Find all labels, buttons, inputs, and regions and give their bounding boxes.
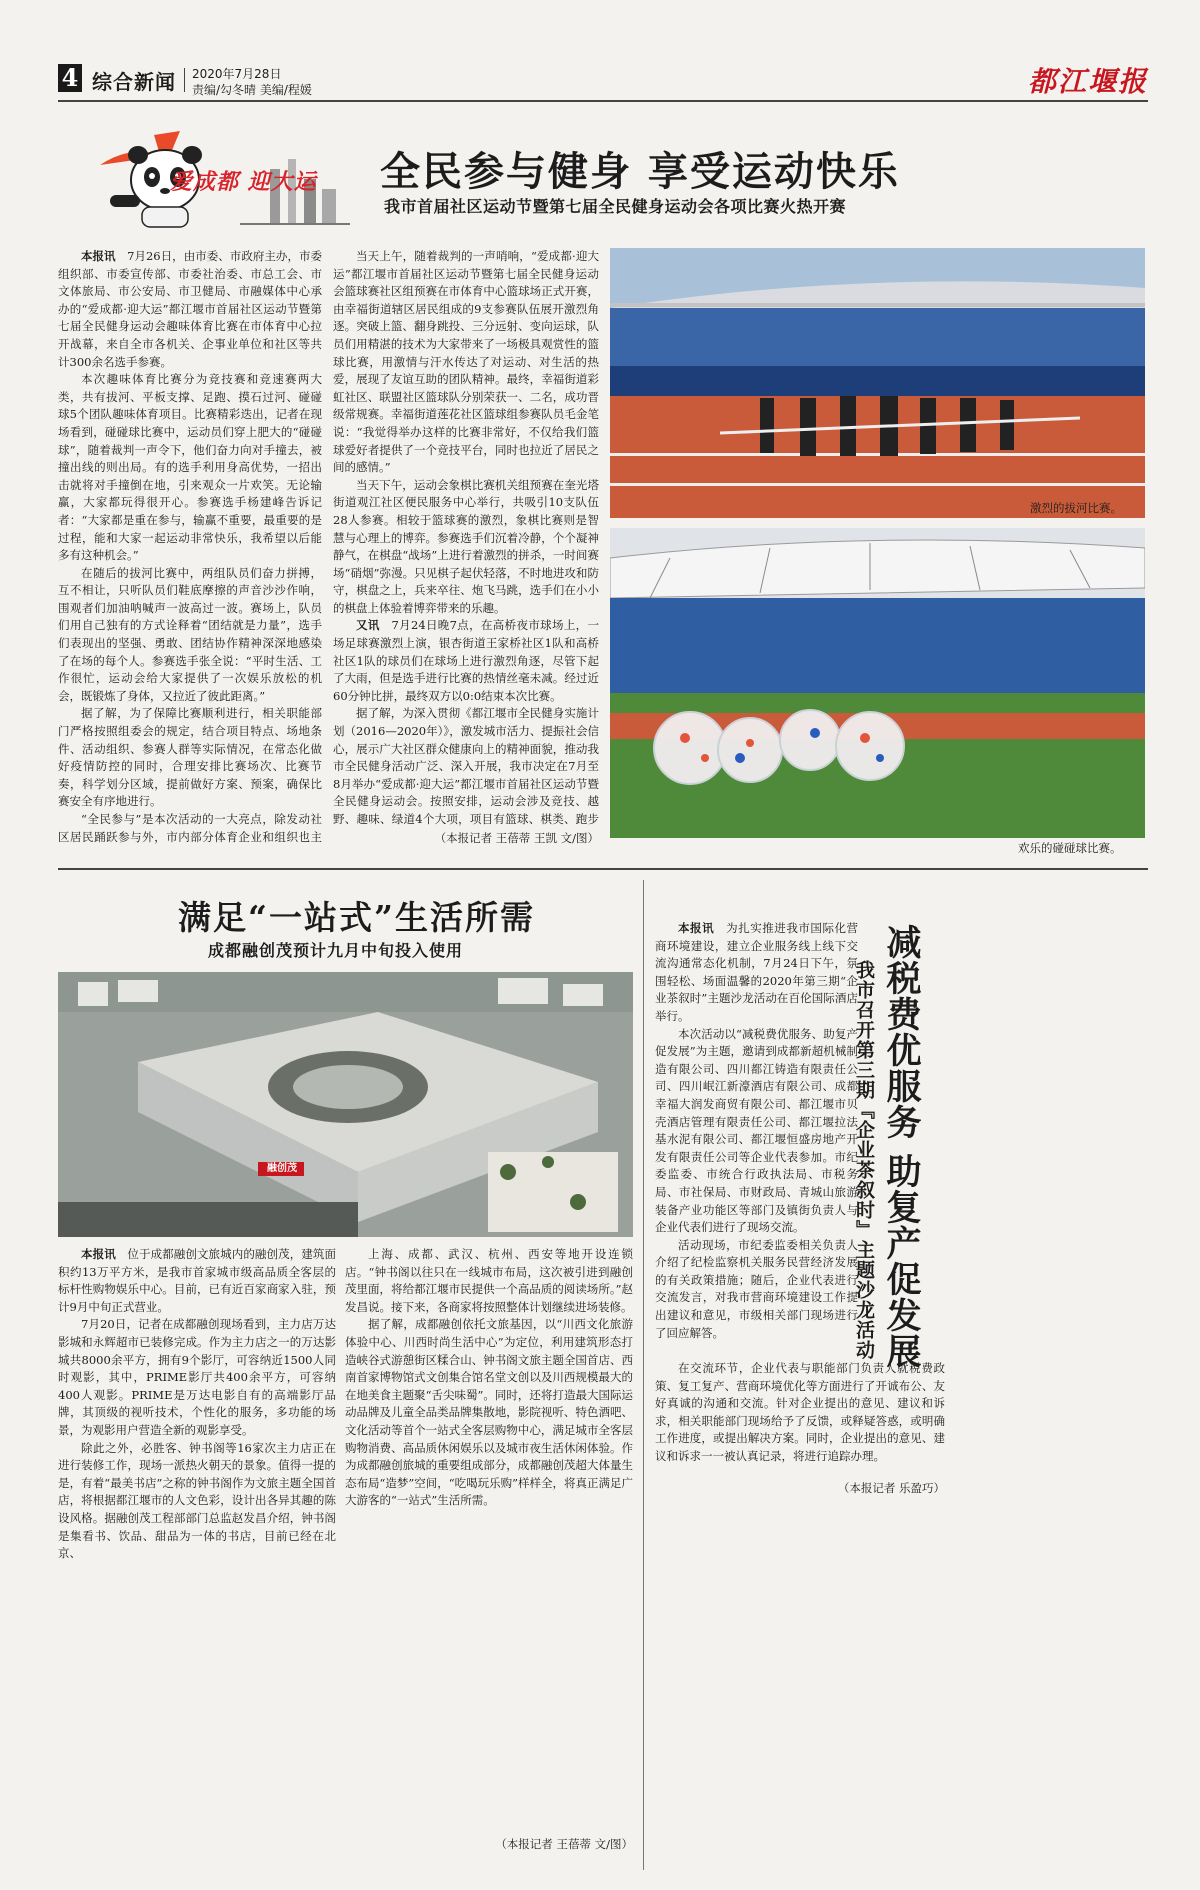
article3-subtitle: 我市召开第三期『企业茶叙时』主题沙龙活动 (853, 960, 875, 1360)
section-divider (58, 868, 1148, 870)
paragraph (345, 1246, 633, 1316)
paragraph (333, 248, 599, 477)
dateline: 本报讯 (81, 1247, 128, 1261)
paragraph-text: 为扎实推进我市国际化营商环境建设，建立企业服务线上线下交流沟通常态化机制，7月24日下午，氛围轻松、场面温馨的2020年第三期“企业茶叙时”主题沙龙活动在百伦国际酒店举行。 (655, 921, 858, 1023)
paragraph-text: 在交流环节，企业代表与职能部门负责人就税费政策、复工复产、营商环境优化等方面进行了开诚布公、友好真诚的沟通和交流。针对企业提出的意见、建议和诉求，相关职能部门现场给予了反馈，或释疑答惑，或明确工作进度，或提出解决方案。同时，企业提出的意见、建议和诉求一一被认真记录，将进行追踪办理。 (655, 1361, 945, 1463)
paragraph-text: “全民参与”是本次活动的一大亮点，除发动社区居民踊跃参与外，市内部分体育企业和组织也主 (58, 812, 322, 844)
tug-of-war-photo (610, 248, 1145, 518)
dateline: 本报讯 (678, 921, 727, 935)
bumper-ball-photo (610, 528, 1145, 838)
article2-subtitle: 成都融创茂预计九月中旬投入使用 (208, 941, 464, 960)
header-divider (184, 68, 185, 92)
article3-upper-column (655, 920, 858, 1356)
paragraph-text: 除此之外，必胜客、钟书阁等16家次主力店正在进行装修工作，现场一派热火朝天的景象。值得一提的是，有着“最美书店”之称的钟书阁作为文旅主题全国首店，将根据都江堰市的人文色彩，设计出各异其趣的陈设风格。据融创茂工程部部门总监赵发昌介绍，钟书阁是集看书、饮品、甜品为一体的书店，目前已经在北京、 (58, 1440, 336, 1561)
article1-subtitle: 我市首届社区运动节暨第七届全民健身运动会各项比赛火热开赛 (384, 197, 847, 216)
article3-lower-column (655, 1360, 945, 1470)
paragraph-text: 本次活动以“减税费优服务、助复产促发展”为主题，邀请到成都新超机械制造有限公司、四川都江铸造有限责任公司、四川岷江新濠酒店有限公司、成都幸福大润发商贸有限公司、都江堰市贝壳酒店管理有限责任公司、都江堰拉法基水泥有限公司、都江堰恒盛房地产开发有限责任公司等企业代表参加。市纪委监委、市统合行政执法局、市税务局、市社保局、市财政局、青城山旅游装备产业功能区等部门及镇街负责人与企业代表们进行了现场交流。 (655, 1026, 858, 1235)
paragraph-text: 7月20日，记者在成都融创现场看到，主力店万达影城和永辉超市已装修完成。作为主力店之一的万达影城共8000余平方，拥有9个影厅，可容纳近1500人同时观影，其中，PRIME影厅共400余平方，可容纳400人观影。PRIME是万达电影自有的高端影厅品牌，其顶级的视听技术，个性化的服务，多功能的场景，为观影用户营造全新的观影享受。 (58, 1317, 336, 1437)
mascot-banner (60, 125, 360, 235)
paragraph (58, 1316, 336, 1439)
paragraph (58, 1246, 336, 1316)
paragraph-text: 当天下午，运动会象棋比赛机关组预赛在奎光塔街道观江社区便民服务中心举行，共吸引10支队伍28人参赛。相较于篮球赛的激烈，象棋比赛则是智慧与心理上的博弈。参赛选手们沉着冷静，个个凝神静气，在棋盘“战场”上进行着激烈的拼杀，一时间赛场“硝烟”弥漫。只见棋子起伏轻落，不时地进攻和防守，棋盘之上，兵来卒往、炮飞马跳，选手们在小小的棋盘上体验着博弈带来的乐趣。 (333, 477, 599, 615)
paragraph (333, 617, 599, 705)
paragraph (58, 248, 322, 371)
paragraph (333, 477, 599, 618)
article1-byline: （本报记者 王蓓蒂 王凯 文/图） (434, 831, 599, 845)
photo2-caption: 欢乐的碰碰球比赛。 (1018, 841, 1122, 855)
article1-column-1 (58, 248, 322, 848)
article1-column-2 (333, 248, 599, 828)
article2-column-1 (58, 1246, 336, 1866)
paragraph (655, 1237, 858, 1343)
issue-date: 2020年7月28日 (192, 67, 282, 81)
photo1-caption: 激烈的拔河比赛。 (1030, 501, 1122, 515)
column-divider (643, 880, 644, 1870)
paragraph-text: 据了解，成都融创依托文旅基因，以“川西文化旅游体验中心、川西时尚生活中心”为定位，利用建筑形态打造峡谷式游憩街区糅合山、钟书阁文旅主题全国首店、西南首家博物馆式文创集合馆名堂文创以及川西规模最大的在地美食主题聚“舌尖味蜀”。同时，还将打造最大国际运动品牌及儿童全品类品牌集散地，影院视听、特色酒吧、文化活动等首个一站式全客层购物中心，满足城市全客层购物消费、高品质休闲娱乐以及城市夜生活休闲体验。作为成都融创旅城的重要组成部分，成都融创茂超大体量生态布局“造梦”空间，“吃喝玩乐购”样样全，将真正满足广大游客的“一站式”生活所需。 (345, 1317, 633, 1508)
dateline: 本报讯 (81, 249, 128, 263)
page-header (58, 64, 1148, 98)
paragraph-text: 活动现场，市纪委监委相关负责人介绍了纪检监察机关服务民营经济发展的有关政策措施；随后，企业代表进行交流发言，对我市营商环境建设工作提出建议和意见，市级相关部门现场进行了回应解答。 (655, 1237, 858, 1340)
paragraph-text: 上海、成都、武汉、杭州、西安等地开设连锁店。“钟书阁以往只在一线城市布局，这次被引进到融创茂里面，将给都江堰市民提供一个高品质的阅读场所。”赵发昌说。接下来，各商家将按照整体计划继续进场装修。 (345, 1247, 633, 1314)
article2-byline: （本报记者 王蓓蒂 文/图） (495, 1837, 633, 1851)
paragraph (58, 811, 322, 848)
paragraph-text: 在随后的拔河比赛中，两组队员们奋力拼搏，互不相让，只听队员们鞋底摩擦的声音沙沙作响，围观者们加油呐喊声一波高过一波。赛场上，队员们用自己独有的方式诠释着“团结就是力量”，选手们表现出的坚强、勇敢、团结协作精神深深地感染了在场的每个人。参赛选手张全说：“平时生活、工作很忙，运动会给大家提供了一次娱乐放松的机会，既锻炼了身体，又拉近了彼此距离。” (58, 565, 322, 703)
paragraph-text: 7月24日晚7点，在高桥夜市球场上，一场足球赛激烈上演，银杏街道王家桥社区1队和高桥社区1队的球员们在球场上进行激烈角逐，尽管下起了大雨，但是选手进行比赛的热情丝毫未减。经过近60分钟比拼，最终双方以0:0结束本次比赛。 (333, 618, 599, 703)
paragraph (58, 1440, 336, 1563)
article2-title: 满足“一站式”生活所需 (178, 898, 535, 937)
mall-aerial-photo (58, 972, 633, 1237)
paragraph-text: 据了解，为深入贯彻《都江堰市全民健身实施计划（2016—2020年）》，激发城市活力、提振社会信心，展示广大社区群众健康向上的精神面貌，推动我市全民健身活动广泛、深入开展，我市决定在7月至8月举办“爱成都·迎大运”都江堰市首届社区运动节暨全民健身运动会。按照安排，运动会涉及竞技、越野、趣味、绿道4个大项，项目有篮球、棋类、跑步 (333, 706, 599, 826)
article3-title: 减税费优服务 助复产促发展 (881, 924, 922, 1370)
paragraph (58, 371, 322, 565)
masthead-logo: 都江堰报 (1027, 65, 1148, 98)
paragraph (345, 1316, 633, 1510)
article1-title: 全民参与健身 享受运动快乐 (380, 149, 900, 195)
paragraph (655, 920, 858, 1026)
paragraph-text: 位于成都融创文旅城内的融创茂，建筑面积约13万平方米，是我市首家城市级高品质全客层的标杆性购物娱乐中心。目前，已有近百家商家入驻，预计9月中旬正式营业。 (58, 1247, 336, 1314)
mall-sign-text: 融创茂 (267, 1163, 297, 1174)
paragraph-text: 7月26日，由市委、市政府主办，市委组织部、市委宣传部、市委社治委、市总工会、市文体旅局、市公安局、市卫健局、市融媒体中心承办的“爱成都·迎大运”都江堰市首届社区运动节暨第七届全民健身运动会趣味体育比赛在市体育中心拉开战幕，来自全市各机关、企事业单位和社区等共计300余名选手参赛。 (58, 249, 322, 369)
banner-slogan: 爱成都 迎大运 (170, 170, 317, 195)
dateline: 又讯 (356, 618, 392, 633)
section-title: 综合新闻 (92, 70, 176, 94)
header-rule (58, 100, 1148, 102)
paragraph-text: 当天上午，随着裁判的一声哨响，“爱成都·迎大运”都江堰市首届社区运动节暨第七届全民健身运动会篮球赛社区组预赛在市体育中心篮球场正式开赛，由幸福街道辖区居民组成的9支参赛队伍展开激烈角逐。突破上篮、翻身跳投、三分远射、变向运球，队员们用精湛的技术为大家带来了一场极具观赏性的篮球比赛，用激情与汗水传达了对运动、对生活的热爱，展现了友谊互助的团队精神。最终，幸福街道彩虹社区、联盟社区篮球队分别荣获一、二名，成功晋级常规赛。幸福街道莲花社区篮球组参赛队员毛金笔说：“我觉得举办这样的比赛非常好，不仅给我们篮球爱好者提供了一个竞技平台，同时也拉近了居民之间的感情。” (333, 249, 599, 475)
article3-byline: （本报记者 乐盈巧） (837, 1481, 945, 1495)
page-number-badge: 4 (58, 64, 82, 92)
paragraph (655, 1360, 945, 1466)
paragraph (333, 705, 599, 828)
paragraph (58, 705, 322, 811)
editors-line: 责编/勾冬晴 美编/程媛 (192, 83, 312, 97)
paragraph (655, 1026, 858, 1237)
paragraph-text: 本次趣味体育比赛分为竞技赛和竞速赛两大类，共有拔河、平板支撑、足跑、摸石过河、碰碰球5个团队趣味体育项目。比赛精彩迭出，记者在现场看到，碰碰球比赛中，运动员们穿上肥大的“碰碰球”，随着裁判一声令下，他们奋力向对手撞去，被撞出线的则出局。有的选手利用身高优势，一招出击就将对手撞倒在地，引来观众一片欢笑。无论输赢，大家都玩得很开心。参赛选手杨建峰告诉记者：“大家都是重在参与，输赢不重要，最重要的是过程，能和大家一起运动非常快乐，我希望以后能多有这种机会。” (58, 372, 322, 563)
article2-column-2 (345, 1246, 633, 1836)
paragraph-text: 据了解，为了保障比赛顺利进行，相关职能部门严格按照组委会的规定，结合项目特点、场地条件、活动组织、参赛人群等实际情况，在常态化做好疫情防控的同时，合理安排比赛场次、比赛节奏，科学划分区域，提前做好方案、预案，确保比赛安全有序地进行。 (58, 706, 322, 809)
paragraph (58, 565, 322, 706)
